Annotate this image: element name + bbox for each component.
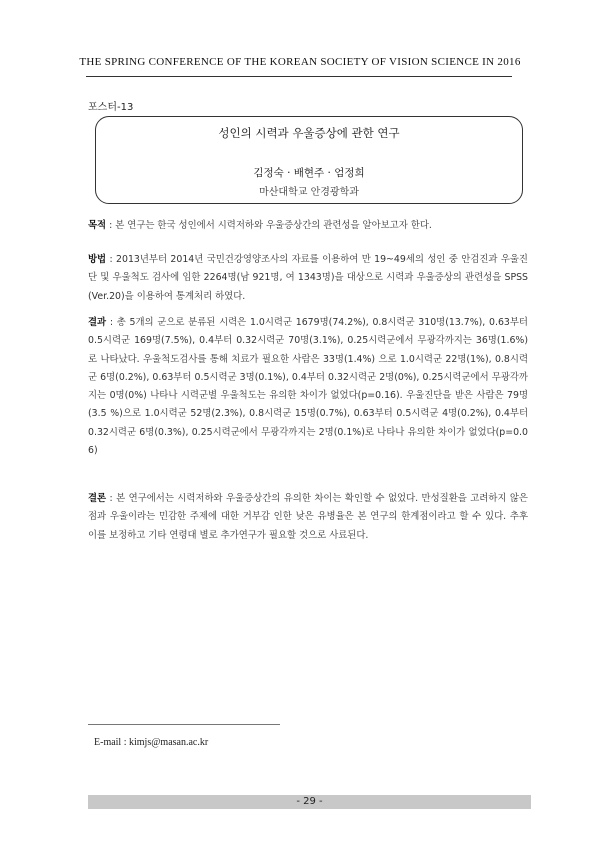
conclusion-label: 결론 bbox=[88, 493, 107, 504]
page-number-bar bbox=[88, 795, 531, 809]
page-number: - 29 - bbox=[296, 796, 323, 807]
author-list: 김정숙 · 배현주 · 엄정희 bbox=[253, 167, 365, 179]
affiliation: 마산대학교 안경광학과 bbox=[259, 187, 359, 198]
purpose-label: 목적 bbox=[88, 220, 107, 231]
purpose-section bbox=[88, 217, 528, 235]
footnote-divider bbox=[88, 724, 280, 725]
result-text: : 총 5개의 군으로 분류된 시력은 1.0시력군 1679명(74.2%), 0.8시력군 310명(13.7%), 0.63부터 0.5시력군 169명(7.5%), 0.4부터 0.32시력군 70명(3.1%), 0.25시력군에서 무광각까지는 36명(1.6%)로 나타났다. 우울척도검사를 통해 치료가 필요한 사람은 33명(1.4%) 으로 1.0시력군 22명(1%), 0.8시력군 6명(0.2%), 0.63부터 0.5시력군 3명(0.1%), 0.4부터 0.32시력군 2명(0%), 0.25시력군에서 무광각까지는 0명(0%) 나타나 시력군별 우울척도는 유의한 차이가 없었다(p=0.16). 우울진단을 받은 사람은 79명(3.5 %)으로 1.0시력군 52명(2.3%), 0.8시력군 15명(0.7%), 0.63부터 0.5시력군 4명(0.2%), 0.4부터 0.32시력군 6명(0.3%), 0.25시력군에서 무광각까지는 2명(0.1%)로 나타나 유의한 차이가 없었다(p=0.06) bbox=[88, 317, 528, 457]
paper-title: 성인의 시력과 우울증상에 관한 연구 bbox=[218, 126, 400, 140]
result-label: 결과 bbox=[88, 317, 107, 328]
result-section bbox=[88, 314, 528, 460]
method-text: : 2013년부터 2014년 국민건강영양조사의 자료를 이용하여 만 19~49세의 성인 중 안검진과 우울진단 및 우울척도 검사에 임한 2264명(남 921명, 여 1343명)을 대상으로 시력과 우울증상의 관련성을 SPSS(Ver.20)을 이용하여 통계처리 하였다. bbox=[88, 254, 528, 302]
conference-header: THE SPRING CONFERENCE OF THE KOREAN SOCIETY OF VISION SCIENCE IN 2016 bbox=[79, 56, 521, 68]
poster-number: 포스터-13 bbox=[88, 102, 134, 113]
method-label: 방법 bbox=[88, 254, 107, 265]
method-section bbox=[88, 251, 528, 306]
purpose-text: : 본 연구는 한국 성인에서 시력저하와 우울증상간의 관련성을 알아보고자 한다. bbox=[106, 220, 432, 231]
conclusion-section bbox=[88, 490, 528, 545]
email-footnote: E-mail : kimjs@masan.ac.kr bbox=[94, 737, 209, 748]
title-box bbox=[95, 116, 523, 204]
header-divider bbox=[86, 76, 512, 77]
conclusion-text: : 본 연구에서는 시력저하와 우울증상간의 유의한 차이는 확인할 수 없었다. 만성질환을 고려하지 않은 점과 우울이라는 민감한 주제에 대한 거부감 인한 낮은 유병율은 본 연구의 한계점이라고 할 수 있다. 추후 이를 보정하고 기타 연령대 별로 추가연구가 필요할 것으로 사료된다. bbox=[88, 493, 528, 541]
